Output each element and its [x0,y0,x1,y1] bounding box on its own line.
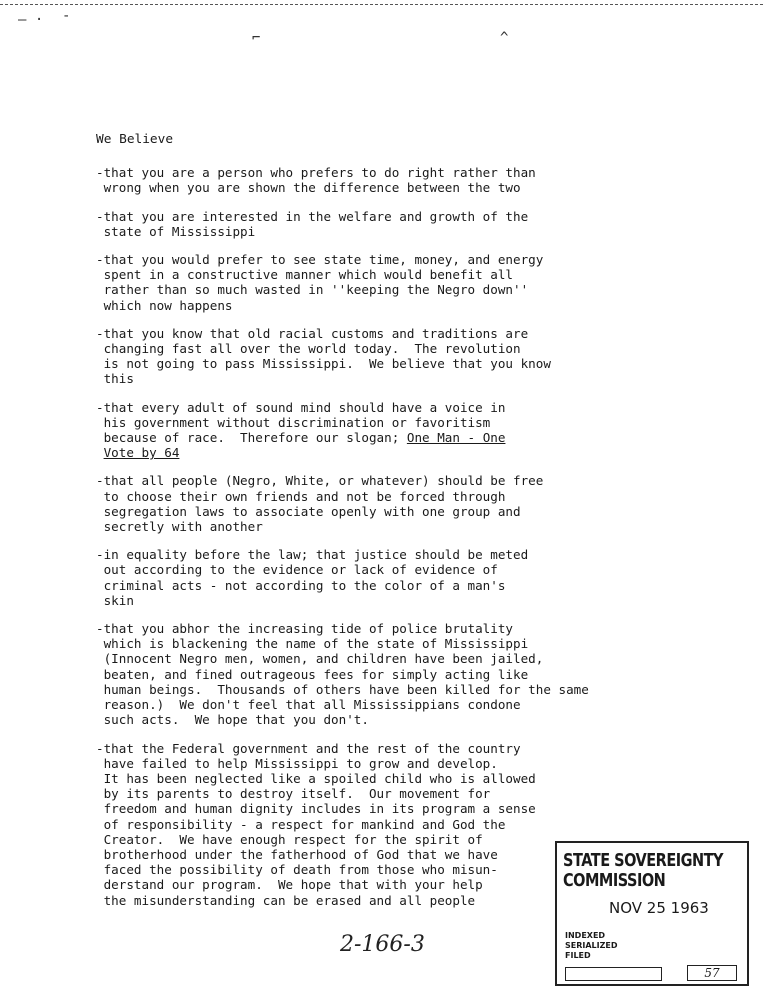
text-line: -that the Federal government and the rest of the country [96,740,521,756]
text-line: (Innocent Negro men, women, and children have been jailed, [96,651,544,667]
text-line: by its parents to destroy itself. Our movement for [96,786,491,802]
stamp-filed-field [565,951,591,960]
text-line: -that you are interested in the welfare and growth of the [96,208,529,224]
text-line: his government without discrimination or favoritism [96,414,491,430]
text-line [96,445,656,460]
text-line: have failed to help Mississippi to grow and develop. [96,755,498,771]
handwritten-file-number: 2-166-3 [340,932,425,957]
text-line: of responsibility - a respect for mankind and God the [96,816,506,832]
text-line: reason.) We don't feel that all Mississippians condone [96,697,521,713]
text-line: -that you abhor the increasing tide of police brutality [96,621,514,637]
text-line: beaten, and fined outrageous fees for simply acting like [96,666,529,682]
stamp-filed-label: FILED [565,951,591,960]
text-line: is not going to pass Mississippi. We believe that you know [96,356,551,372]
text-line: spent in a constructive manner which would benefit all [96,267,514,283]
stamp-box [565,967,662,981]
text-line: freedom and human dignity includes in its program a sense [96,801,536,817]
belief-paragraph [96,547,656,608]
stamp-box-mark: 57 [687,965,737,981]
stamp-date: NOV 25 1963 [609,899,709,917]
slogan: One Man - One [406,430,506,446]
text-line: out according to the evidence or lack of evidence of [96,562,498,578]
text-line: which is blackening the name of the state of Mississippi [96,636,529,652]
text-line: -that all people (Negro, White, or whatever) should be free [96,473,544,489]
text-line: which now happens [96,297,233,313]
text-line: It has been neglected like a spoiled child who is allowed [96,770,536,786]
scan-mark: - [62,8,71,24]
text-line: to choose their own friends and not be forced through [96,488,506,504]
stamp-indexed-field [565,931,605,940]
stamp-indexed-label: INDEXED [565,931,606,940]
belief-paragraph [96,209,656,239]
text-line: -that every adult of sound mind should have a voice in [96,399,506,415]
text-line: skin [96,592,134,608]
belief-paragraph [96,473,656,534]
scan-edge-line [0,4,763,5]
text-line: secretly with another [96,519,263,535]
stamp-serialized-field [565,941,618,950]
scan-mark: ⌐ [252,30,261,46]
belief-paragraph [96,400,656,461]
text-line: because of race. Therefore our slogan; [96,430,407,446]
text-line: derstand our program. We hope that with your help [96,877,483,893]
belief-paragraph [96,252,656,313]
belief-paragraph [96,326,656,387]
text-line: faced the possibility of death from those who misun- [96,862,498,878]
belief-paragraph [96,621,656,727]
text-line: state of Mississippi [96,223,256,239]
text-line: this [96,371,134,387]
stamp-serialized-label: SERIALIZED [565,941,618,950]
text-line: brotherhood under the fatherhood of God that we have [96,846,498,862]
text-line: Creator. We have enough respect for the spirit of [96,831,483,847]
text-line: wrong when you are shown the difference between the two [96,180,521,196]
scan-mark: — · [18,12,44,28]
belief-paragraph [96,165,656,195]
text-line: -that you would prefer to see state time, money, and energy [96,252,544,268]
stamp-title: STATE SOVEREIGNTY COMMISSION [563,851,724,891]
document-body [96,132,656,921]
text-line: -that you know that old racial customs and traditions are [96,325,529,341]
heading: We Believe [96,132,174,147]
text-line: human beings. Thousands of others have been killed for the same [96,681,589,697]
text-line [96,430,656,445]
text-line: such acts. We hope that you don't. [96,712,369,728]
text-line: -that you are a person who prefers to do right rather than [96,165,536,181]
text-line: segregation laws to associate openly with one group and [96,503,521,519]
slogan: Vote by 64 [103,445,180,461]
commission-stamp [555,841,749,986]
text-line: the misunderstanding can be erased and all people [96,892,476,908]
text-line: changing fast all over the world today. The revolution [96,341,521,357]
text-line: -in equality before the law; that justice should be meted [96,547,529,563]
text-line: rather than so much wasted in ''keeping the Negro down'' [96,282,529,298]
text-line: criminal acts - not according to the color of a man's [96,577,506,593]
scan-mark: ^ [500,30,509,46]
